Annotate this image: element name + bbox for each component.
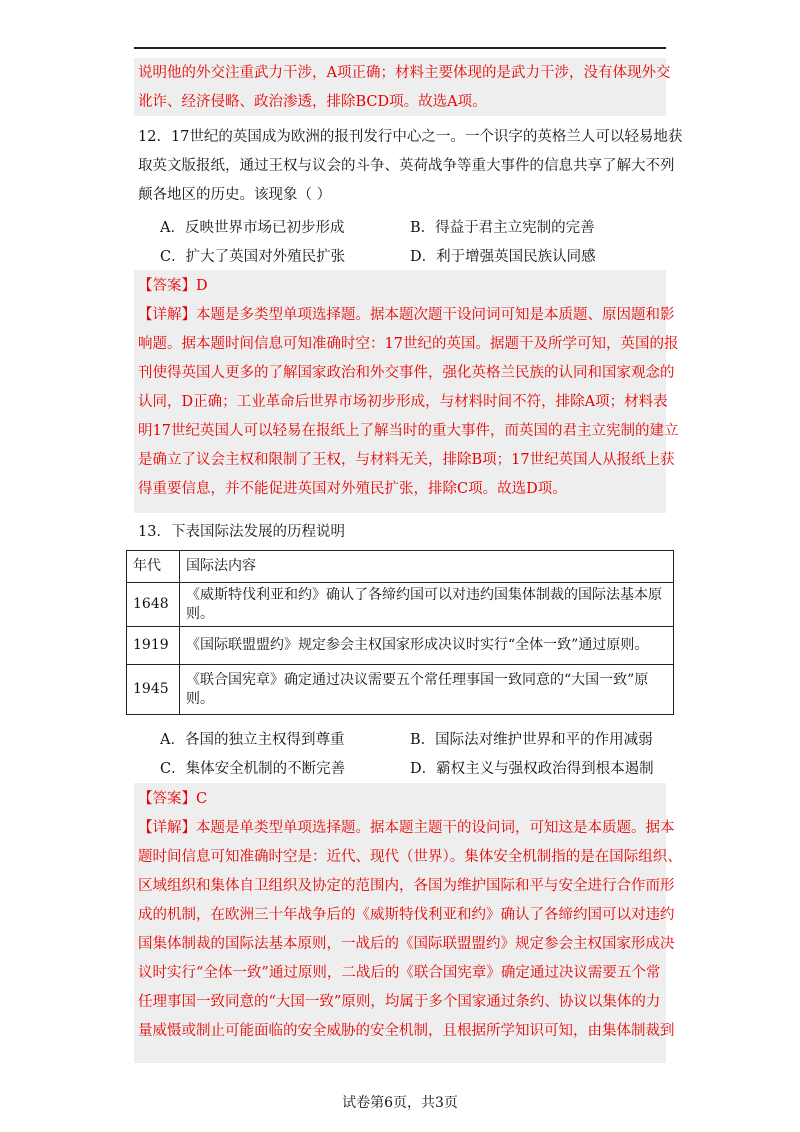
q12-explanation-line: 响题。据本题时间信息可知准确时空：17世纪的英国。据题干及所学可知，英国的报 <box>138 336 679 352</box>
q13-explanation-line: 成的机制，在欧洲三十年战争后的《威斯特伐利亚和约》确认了各缔约国可以对违约 <box>138 907 675 923</box>
q12-option-d: D．利于增强英国民族认同感 <box>410 249 596 265</box>
q13-explanation-line: 区域组织和集体自卫组织及协定的范围内，各国为维护国际和平与安全进行合作而形 <box>138 878 675 894</box>
table-cell-content <box>180 665 674 715</box>
q13-option-b: B．国际法对维护世界和平的作用减弱 <box>410 732 653 748</box>
q13-option-d: D．霸权主义与强权政治得到根本遏制 <box>410 761 654 777</box>
header-rule <box>134 47 666 49</box>
q12-option-b: B．得益于君主立宪制的完善 <box>410 220 595 236</box>
q12-explanation-line: 认同，D正确；工业革命后世界市场初步形成，与材料时间不符，排除A项；材料表 <box>138 394 668 410</box>
international-law-table <box>126 550 674 715</box>
q12-explanation-line: 刊使得英国人更多的了解国家政治和外交事件，强化英格兰民族的认同和国家观念的 <box>138 365 675 381</box>
q12-explanation-line: 明17世纪英国人可以轻易在报纸上了解当时的重大事件，而英国的君主立宪制的建立 <box>138 423 679 439</box>
q13-option-a: A．各国的独立主权得到尊重 <box>160 732 345 748</box>
prev-explanation-line: 讹诈、经济侵略、政治渗透，排除BCD项。故选A项。 <box>138 94 487 110</box>
table-cell-line: 则。 <box>186 690 214 707</box>
table-row <box>127 665 674 715</box>
q13-explanation-line: 任理事国一致同意的“大国一致”原则，均属于多个国家通过条约、协议以集体的力 <box>138 994 661 1010</box>
q13-explanation-line: 国集体制裁的国际法基本原则，一战后的《国际联盟盟约》规定参会主权国家形成决 <box>138 936 675 952</box>
q13-explanation-line: 量威慑或制止可能面临的安全威胁的安全机制，且根据所学知识可知，由集体制裁到 <box>138 1023 675 1039</box>
page-footer: 试卷第6页，共3页 <box>342 1095 458 1111</box>
q13-explanation-line: 【详解】本题是单类型单项选择题。据本题主题干的设问词，可知这是本质题。据本 <box>138 820 675 836</box>
q12-option-c: C．扩大了英国对外殖民扩张 <box>160 249 346 265</box>
q12-stem-line: 取英文版报纸，通过王权与议会的斗争、英荷战争等重大事件的信息共享了解大不列 <box>138 158 675 174</box>
table-header-content: 国际法内容 <box>180 551 674 583</box>
q13-explanation-line: 题时间信息可知准确时空是：近代、现代（世界）。集体安全机制指的是在国际组织、 <box>138 849 682 865</box>
q12-option-a: A．反映世界市场已初步形成 <box>160 220 345 236</box>
q12-explanation-line: 得重要信息，并不能促进英国对外殖民扩张，排除C项。故选D项。 <box>138 481 567 497</box>
q12-explanation-line: 是确立了议会主权和限制了王权，与材料无关，排除B项；17世纪英国人从报纸上获 <box>138 452 675 468</box>
table-row <box>127 627 674 665</box>
q12-stem-line: 颠各地区的历史。该现象（ ） <box>138 187 332 203</box>
q13-explanation-line: 议时实行“全体一致”通过原则，二战后的《联合国宪章》确定通过决议需要五个常 <box>138 965 661 981</box>
table-cell-line: 《威斯特伐利亚和约》确认了各缔约国可以对违约国集体制裁的国际法基本原 <box>186 586 662 603</box>
q12-answer: 【答案】D <box>138 278 208 294</box>
q13-answer: 【答案】C <box>138 791 208 807</box>
table-cell-year: 1945 <box>127 665 180 715</box>
q12-stem-line: 12．17世纪的英国成为欧洲的报刊发行中心之一。一个识字的英格兰人可以轻易地获 <box>138 129 683 145</box>
table-cell-content <box>180 583 674 627</box>
prev-explanation-line: 说明他的外交注重武力干涉，A项正确；材料主要体现的是武力干涉，没有体现外交 <box>138 65 671 81</box>
table-cell-content <box>180 627 674 665</box>
table-cell-year: 1648 <box>127 583 180 627</box>
table-cell-line: 《联合国宪章》确定通过决议需要五个常任理事国一致同意的“大国一致”原 <box>186 671 649 688</box>
q13-stem: 13．下表国际法发展的历程说明 <box>138 524 345 540</box>
q12-explanation-line: 【详解】本题是多类型单项选择题。据本题次题干设问词可知是本质题、原因题和影 <box>138 307 675 323</box>
table-row <box>127 583 674 627</box>
q13-option-c: C．集体安全机制的不断完善 <box>160 761 346 777</box>
table-header-year: 年代 <box>127 551 180 583</box>
table-cell-line: 则。 <box>186 605 214 622</box>
table-cell-line: 《国际联盟盟约》规定参会主权国家形成决议时实行“全体一致”通过原则。 <box>186 637 649 653</box>
table-cell-year: 1919 <box>127 627 180 665</box>
table-header-row <box>127 551 674 583</box>
